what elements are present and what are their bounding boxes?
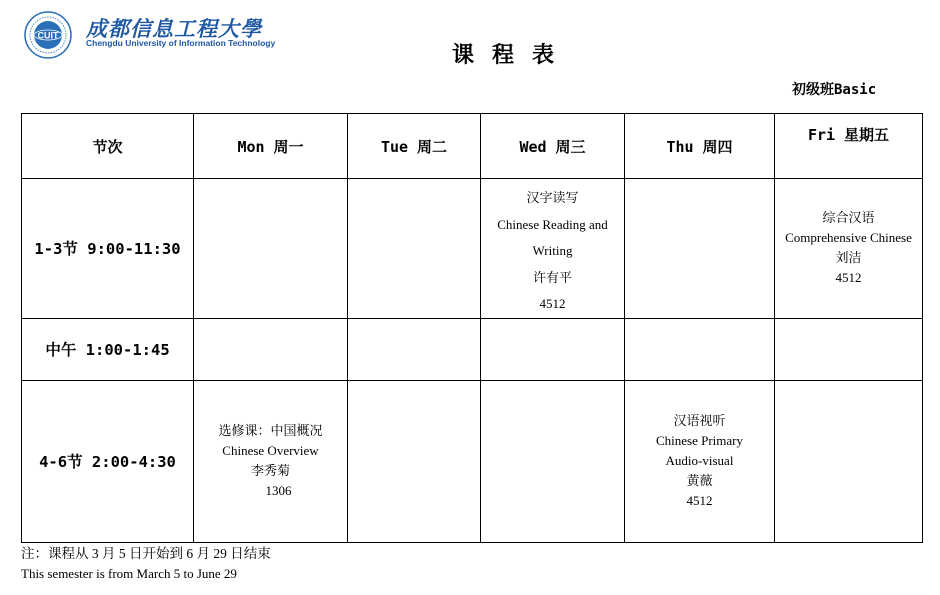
course-teacher: 许有平	[532, 269, 572, 285]
cell-fri-afternoon	[775, 380, 923, 542]
cell-fri-noon	[775, 318, 923, 380]
course-name-cn: 汉语视听	[673, 413, 726, 428]
course-room: 4512	[686, 493, 713, 508]
course-name-cn: 综合汉语	[822, 210, 875, 226]
course-teacher: 黄薇	[686, 473, 713, 488]
course-reading-writing	[481, 185, 624, 318]
university-name-cn: 成都信息工程大學	[86, 16, 262, 41]
course-name-en: Chinese Reading and	[497, 216, 608, 232]
header-fri: Fri 星期五	[775, 114, 923, 179]
cell-wed-morning	[481, 179, 625, 319]
cell-fri-morning	[775, 179, 923, 319]
note-en: This semester is from March 5 to June 29	[21, 566, 237, 581]
table-row-noon	[22, 318, 923, 380]
university-name-en: Chengdu University of Information Technology	[86, 38, 276, 48]
header-wed: Wed 周三	[481, 114, 625, 179]
page-title: 课程表	[451, 43, 572, 68]
course-name-en: Comprehensive Chinese	[785, 230, 912, 246]
header-thu: Thu 周四	[625, 114, 775, 179]
course-name-cn: 汉字读写	[526, 190, 579, 205]
course-teacher: 李秀菊	[250, 463, 290, 478]
cell-tue-morning	[348, 179, 481, 319]
course-room: 4512	[539, 296, 566, 311]
cell-thu-afternoon	[625, 380, 775, 542]
cell-mon-morning	[194, 179, 348, 319]
header-period: 节次	[22, 114, 194, 179]
header-tue: Tue 周二	[348, 114, 481, 179]
course-teacher: 刘洁	[835, 250, 862, 266]
cell-mon-afternoon	[194, 380, 348, 542]
header-row	[22, 114, 923, 179]
cell-wed-afternoon	[481, 380, 625, 542]
course-room: 1306	[265, 483, 292, 498]
class-level: 初级班Basic	[792, 82, 877, 98]
course-comprehensive-chinese	[775, 208, 922, 288]
course-name-en-cont: Writing	[532, 243, 573, 258]
cell-tue-afternoon	[348, 380, 481, 542]
period-morning: 1-3节 9:00-11:30	[22, 179, 194, 319]
cell-thu-morning	[625, 179, 775, 319]
header-mon: Mon 周一	[194, 114, 348, 179]
cell-thu-noon	[625, 318, 775, 380]
course-name-en: Chinese Primary	[655, 433, 743, 448]
course-name-en-cont: Audio-visual	[665, 453, 734, 468]
period-noon: 中午 1:00-1:45	[22, 318, 194, 380]
course-name-en: Chinese Overview	[222, 443, 319, 458]
cell-wed-noon	[481, 318, 625, 380]
logo-text: CUIT	[37, 30, 59, 41]
note-cn: 注：课程从 3 月 5 日开始到 6 月 29 日结束	[21, 546, 271, 561]
course-chinese-overview	[194, 421, 347, 501]
table-row-afternoon	[22, 380, 923, 542]
period-afternoon: 4-6节 2:00-4:30	[22, 380, 194, 542]
cell-mon-noon	[194, 318, 348, 380]
course-name-cn: 选修课：中国概况	[218, 423, 323, 438]
cell-tue-noon	[348, 318, 481, 380]
table-row-morning	[22, 179, 923, 319]
course-audio-visual	[625, 411, 774, 511]
schedule-table	[21, 113, 923, 543]
course-room: 4512	[835, 270, 862, 286]
